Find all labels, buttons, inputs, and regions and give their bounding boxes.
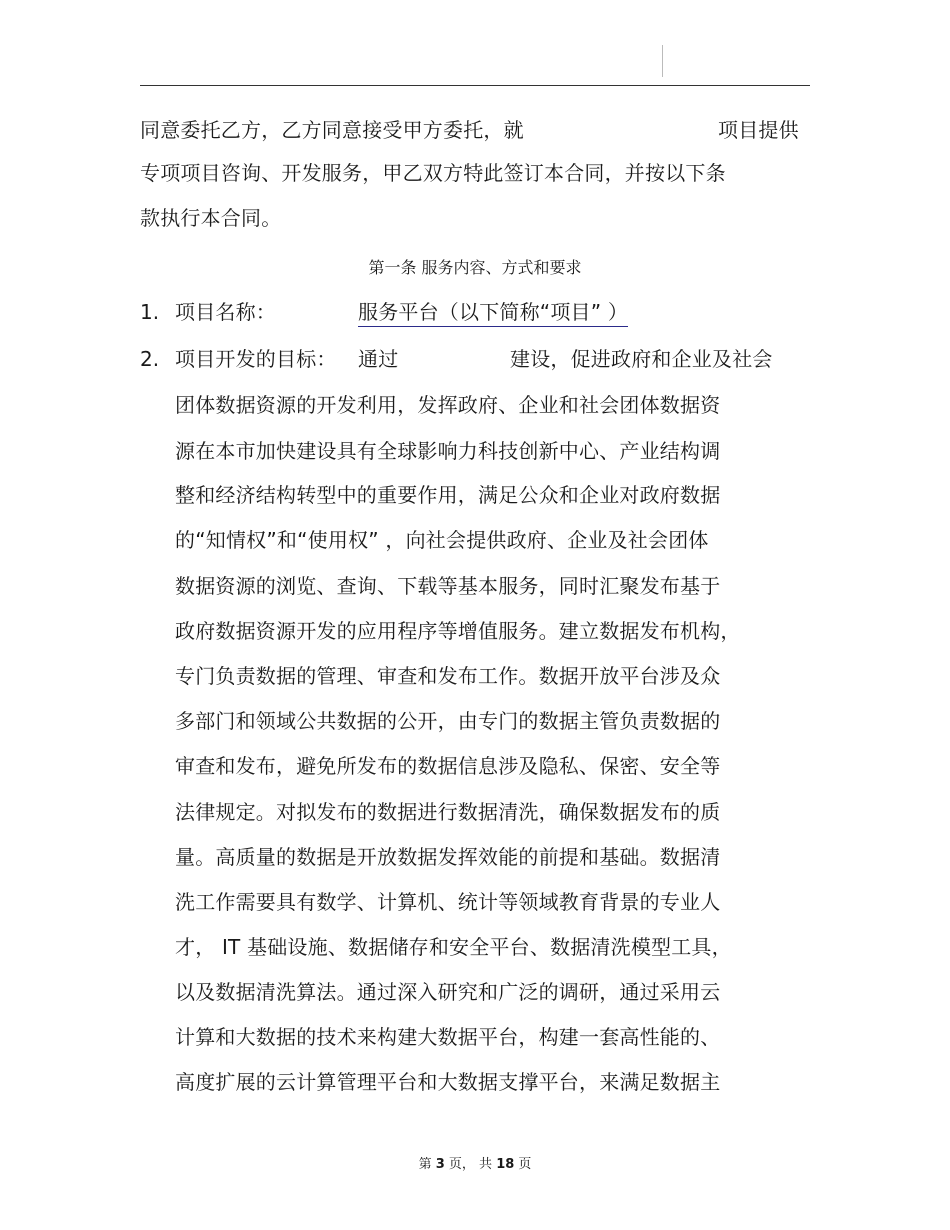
footer-page-number: 3 [435,1157,445,1172]
item2-line: 的“知情权”和“使用权” ，向社会提供政府、企业及社会团体 [175,528,709,552]
item1-label: 项目名称： [175,300,276,324]
footer-total-pages: 18 [496,1157,515,1172]
item2-line: 量。高质量的数据是开放数据发挥效能的前提和基础。数据清 [175,845,721,869]
item2-line: 高度扩展的云计算管理平台和大数据支撑平台，来满足数据主 [175,1070,721,1094]
item2-line: 多部门和领域公共数据的公开，由专门的数据主管负责数据的 [175,709,721,733]
footer-middle: 页， 共 [448,1157,493,1172]
item2-line: 才， IT 基础设施、数据储存和安全平台、数据清洗模型工具， [175,935,732,959]
item2-line: 政府数据资源开发的应用程序等增值服务。建立数据发布机构， [175,619,741,643]
page-footer [0,1157,950,1173]
item1-value-text: 服务平台（以下简称“项目” ） [358,300,628,327]
footer-prefix: 第 [418,1157,432,1172]
footer-suffix: 页 [518,1157,532,1172]
header-divider-tick [662,45,663,77]
item2-line: 数据资源的浏览、查询、下载等基本服务，同时汇聚发布基于 [175,574,721,598]
intro-line-1b: 项目提供 [718,118,799,142]
item2-lead-rest: 建设，促进政府和企业及社会 [510,347,773,371]
section-title: 第一条 服务内容、方式和要求 [368,258,582,277]
item2-line: 整和经济结构转型中的重要作用，满足公众和企业对政府数据 [175,483,721,507]
header-rule [140,85,810,86]
item2-line: 法律规定。对拟发布的数据进行数据清洗，确保数据发布的质 [175,800,721,824]
intro-line-2: 专项项目咨询、开发服务，甲乙双方特此签订本合同，并按以下条 [140,161,726,185]
item1-value [358,300,628,324]
item1-number: 1. [140,300,160,324]
item2-line: 源在本市加快建设具有全球影响力科技创新中心、产业结构调 [175,439,721,463]
item2-label: 项目开发的目标： [175,347,337,371]
item2-line: 团体数据资源的开发利用，发挥政府、企业和社会团体数据资 [175,393,721,417]
item2-line: 计算和大数据的技术来构建大数据平台，构建一套高性能的、 [175,1025,721,1049]
item2-line: 专门负责数据的管理、审查和发布工作。数据开放平台涉及众 [175,664,721,688]
item2-number: 2. [140,347,160,371]
item2-line: 以及数据清洗算法。通过深入研究和广泛的调研，通过采用云 [175,980,721,1004]
item2-line: 洗工作需要具有数学、计算机、统计等领域教育背景的专业人 [175,890,721,914]
item2-lead: 通过 [358,347,399,371]
item2-line: 审查和发布，避免所发布的数据信息涉及隐私、保密、安全等 [175,754,721,778]
intro-line-3: 款执行本合同。 [140,206,282,230]
intro-line-1a: 同意委托乙方，乙方同意接受甲方委托，就 [140,118,524,142]
